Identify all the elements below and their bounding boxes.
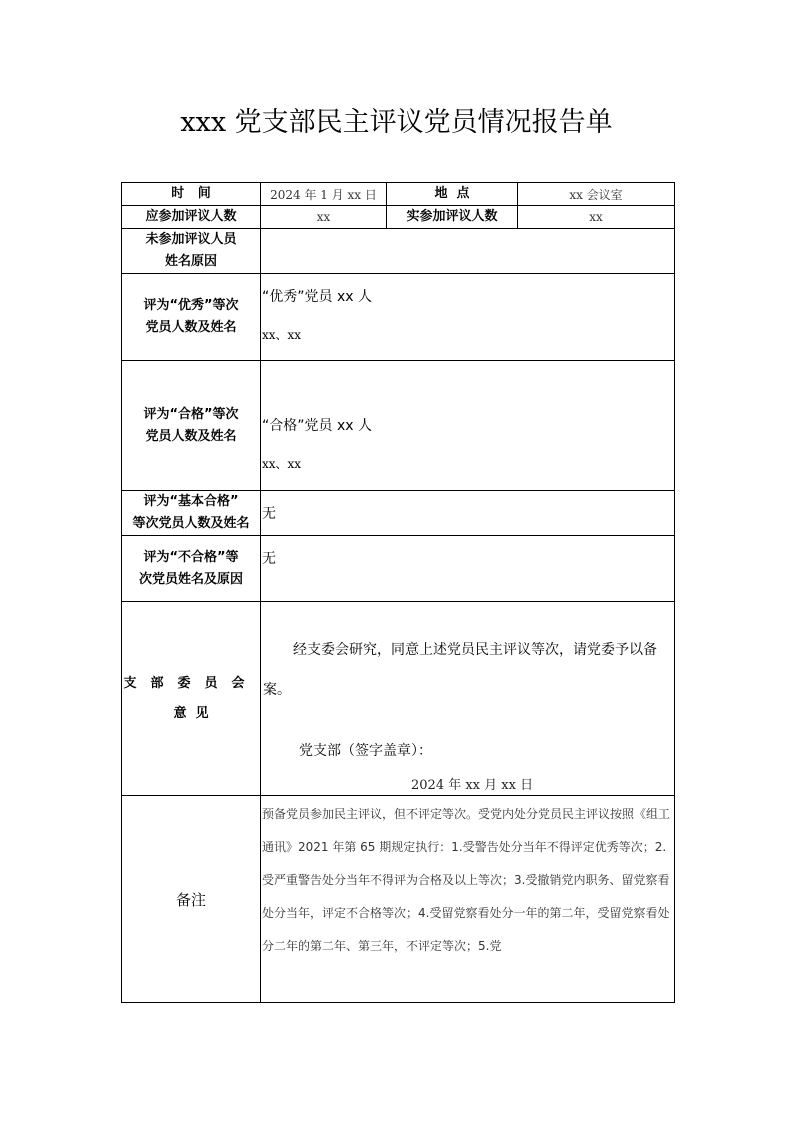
report-form-table [121, 182, 675, 1003]
actual-count-value: xx [518, 206, 675, 229]
unqualified-label: 评为“不合格”等 次党员姓名及原因 [122, 536, 261, 602]
committee-date: 2024 年 xx 月 xx 日 [411, 778, 534, 793]
place-label: 地 点 [387, 183, 518, 206]
actual-count-label: 实参加评议人数 [387, 206, 518, 229]
absent-value [261, 229, 675, 274]
remarks-text: 预备党员参加民主评议，但不评定等次。受党内处分党员民主评议按照《组工通讯》2021 年第 65 期规定执行：1.受警告处分当年不得评定优秀等次；2.受严重警告处分当年不得评为合格及以上等次；3.受撤销党内职务、留党察看处分当年，评定不合格等次；4.受留党察看处分一年的第二年，受留党察看处分二年的第二年、第三年，不评定等次；5.党 [261, 796, 675, 1003]
unqualified-value: 无 [261, 536, 675, 602]
time-value: 2024 年 1 月 xx 日 [261, 183, 387, 206]
committee-opinion-text: 经支委会研究，同意上述党员民主评议等次，请党委予以备案。 [263, 642, 657, 698]
remarks-label: 备注 [122, 796, 261, 1003]
basic-qualified-value: 无 [261, 491, 675, 536]
expected-count-value: xx [261, 206, 387, 229]
excellent-label: 评为“优秀”等次 党员人数及姓名 [122, 274, 261, 361]
expected-count-label: 应参加评议人数 [122, 206, 261, 229]
qualified-count: “合格”党员 xx 人 [262, 418, 372, 434]
committee-signature: 党支部（签字盖章）： [299, 743, 432, 759]
qualified-value [261, 361, 675, 491]
excellent-count: “优秀”党员 xx 人 [262, 289, 372, 305]
page-title: xxx 党支部民主评议党员情况报告单 [180, 107, 613, 138]
committee-opinion [261, 602, 675, 796]
committee-label: 支部委员会 意 见 [122, 602, 261, 796]
excellent-value [261, 274, 675, 361]
place-value: xx 会议室 [518, 183, 675, 206]
absent-label: 未参加评议人员 姓名原因 [122, 229, 261, 274]
qualified-label: 评为“合格”等次 党员人数及姓名 [122, 361, 261, 491]
excellent-names: xx、xx [262, 328, 302, 342]
time-label: 时 间 [122, 183, 261, 206]
basic-qualified-label: 评为“基本合格” 等次党员人数及姓名 [122, 491, 261, 536]
qualified-names: xx、xx [262, 457, 302, 471]
